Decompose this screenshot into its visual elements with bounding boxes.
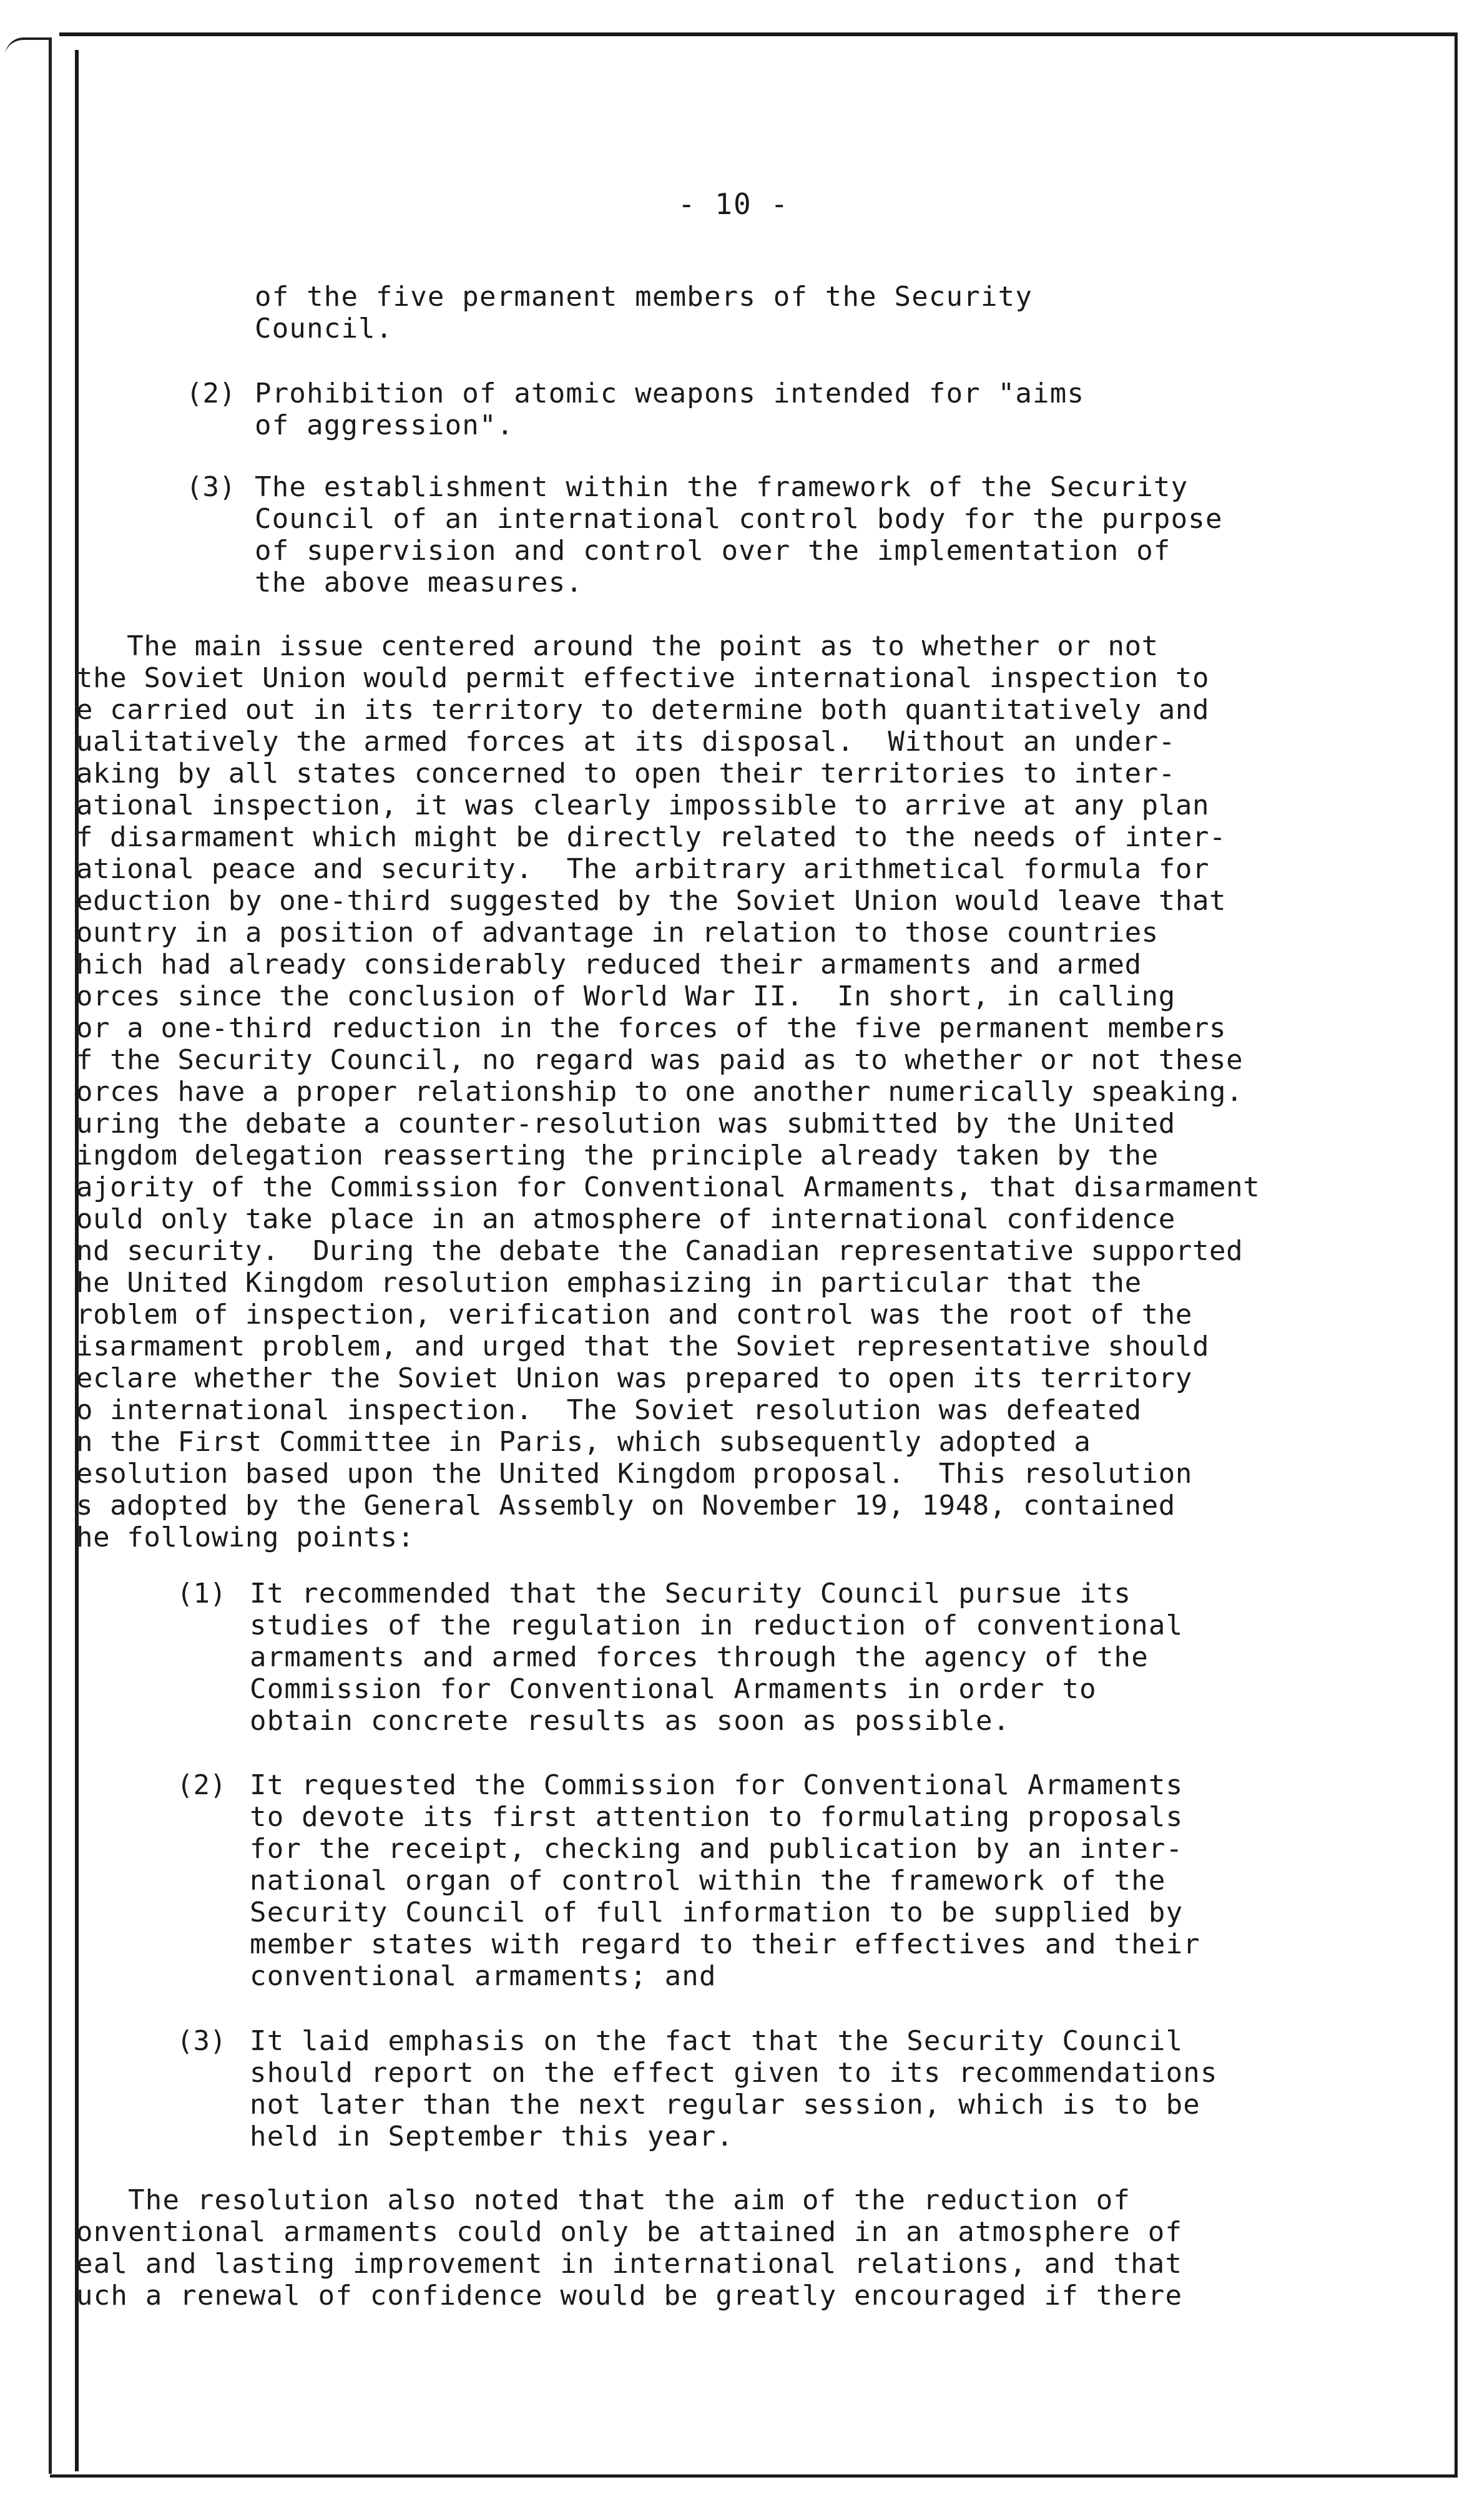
text-line: nd security. During the debate the Canadian representative supported bbox=[76, 1235, 1244, 1267]
text-line: should report on the effect given to its recommendations bbox=[250, 2057, 1218, 2089]
frame-bottom-rule bbox=[50, 2474, 1458, 2478]
body-paragraph bbox=[76, 2184, 1182, 2312]
page-number: - 10 - bbox=[677, 187, 790, 221]
text-line: the above measures. bbox=[255, 567, 584, 598]
point-number: (1) bbox=[177, 1578, 227, 1609]
text-line: Council. bbox=[255, 313, 393, 344]
text-line: uring the debate a counter-resolution was submitted by the United bbox=[76, 1108, 1175, 1140]
point-text bbox=[250, 2025, 1218, 2152]
text-line: eal and lasting improvement in international relations, and that bbox=[76, 2248, 1183, 2280]
text-line: f disarmament which might be directly related to the needs of inter- bbox=[76, 821, 1227, 853]
body-paragraph bbox=[76, 630, 1260, 1553]
text-line: ational inspection, it was clearly impossible to arrive at any plan bbox=[76, 789, 1210, 821]
text-line: It laid emphasis on the fact that the Security Council bbox=[250, 2025, 1184, 2057]
text-line: The establishment within the framework of the Security bbox=[255, 471, 1189, 503]
point-text bbox=[250, 1769, 1200, 1992]
item-text bbox=[255, 378, 1084, 441]
text-line: The main issue centered around the point as to whether or not bbox=[76, 630, 1159, 662]
text-line: obtain concrete results as soon as possible. bbox=[250, 1705, 1011, 1737]
text-line: Prohibition of atomic weapons intended for "aims bbox=[255, 378, 1085, 409]
text-line: aking by all states concerned to open their territories to inter- bbox=[76, 758, 1175, 789]
text-line: Council of an international control body for the purpose bbox=[255, 503, 1223, 535]
text-line: Security Council of full information to be supplied by bbox=[250, 1897, 1184, 1928]
text-line: onventional armaments could only be attained in an atmosphere of bbox=[76, 2216, 1183, 2248]
text-line: Commission for Conventional Armaments in order to bbox=[250, 1673, 1097, 1705]
text-line: or a one-third reduction in the forces of the five permanent members bbox=[76, 1012, 1227, 1044]
item-number: (2) bbox=[186, 378, 236, 409]
text-line: uch a renewal of confidence would be greatly encouraged if there bbox=[76, 2280, 1183, 2312]
text-line: esolution based upon the United Kingdom proposal. This resolution bbox=[76, 1458, 1192, 1490]
point-text bbox=[250, 1578, 1183, 1737]
text-line: he following points: bbox=[76, 1521, 415, 1553]
item-text bbox=[255, 471, 1223, 598]
text-line: eclare whether the Soviet Union was prepared to open its territory bbox=[76, 1362, 1192, 1394]
text-line: national organ of control within the framework of the bbox=[250, 1865, 1166, 1897]
frame-top-rule bbox=[59, 32, 1458, 36]
text-line: isarmament problem, and urged that the Soviet representative should bbox=[76, 1331, 1210, 1362]
text-line: to devote its first attention to formulating proposals bbox=[250, 1801, 1184, 1833]
text-line: ingdom delegation reasserting the principle already taken by the bbox=[76, 1140, 1159, 1171]
text-line: s adopted by the General Assembly on November 19, 1948, contained bbox=[76, 1490, 1175, 1521]
text-line: he United Kingdom resolution emphasizing in particular that the bbox=[76, 1267, 1142, 1299]
point-number: (2) bbox=[177, 1769, 227, 1801]
text-line: the Soviet Union would permit effective international inspection to bbox=[76, 662, 1210, 694]
text-line: orces since the conclusion of World War II. In short, in calling bbox=[76, 980, 1175, 1012]
text-line: The resolution also noted that the aim of the reduction of bbox=[76, 2184, 1131, 2216]
text-line: It requested the Commission for Conventional Armaments bbox=[250, 1769, 1184, 1801]
text-line: n the First Committee in Paris, which subsequently adopted a bbox=[76, 1426, 1091, 1458]
text-line: It recommended that the Security Council pursue its bbox=[250, 1578, 1132, 1609]
text-line: studies of the regulation in reduction of conventional bbox=[250, 1609, 1184, 1641]
text-line: roblem of inspection, verification and control was the root of the bbox=[76, 1299, 1192, 1331]
text-line: orces have a proper relationship to one another numerically speaking. bbox=[76, 1076, 1244, 1108]
point-number: (3) bbox=[177, 2025, 227, 2057]
text-line: ajority of the Commission for Conventional Armaments, that disarmament bbox=[76, 1171, 1260, 1203]
text-line: of the five permanent members of the Security bbox=[255, 281, 1033, 313]
continuation-text bbox=[255, 281, 1033, 344]
text-line: f the Security Council, no regard was paid as to whether or not these bbox=[76, 1044, 1244, 1076]
text-line: armaments and armed forces through the agency of the bbox=[250, 1641, 1149, 1673]
text-line: ould only take place in an atmosphere of international confidence bbox=[76, 1203, 1175, 1235]
text-line: ualitatively the armed forces at its disposal. Without an under- bbox=[76, 726, 1175, 758]
text-line: hich had already considerably reduced their armaments and armed bbox=[76, 949, 1142, 980]
text-line: held in September this year. bbox=[250, 2121, 734, 2152]
text-line: conventional armaments; and bbox=[250, 1960, 717, 1992]
text-line: ountry in a position of advantage in relation to those countries bbox=[76, 917, 1159, 949]
text-line: eduction by one-third suggested by the Soviet Union would leave that bbox=[76, 885, 1227, 917]
text-line: member states with regard to their effectives and their bbox=[250, 1928, 1200, 1960]
text-line: ational peace and security. The arbitrary arithmetical formula for bbox=[76, 853, 1210, 885]
text-line: of aggression". bbox=[255, 409, 514, 441]
text-line: e carried out in its territory to determine both quantitatively and bbox=[76, 694, 1210, 726]
frame-right-rule bbox=[1455, 32, 1458, 2476]
binding-edge bbox=[5, 37, 52, 2474]
text-line: of supervision and control over the implementation of bbox=[255, 535, 1171, 567]
text-line: o international inspection. The Soviet resolution was defeated bbox=[76, 1394, 1142, 1426]
item-number: (3) bbox=[186, 471, 236, 503]
text-line: for the receipt, checking and publication by an inter- bbox=[250, 1833, 1184, 1865]
text-line: not later than the next regular session, which is to be bbox=[250, 2089, 1200, 2121]
